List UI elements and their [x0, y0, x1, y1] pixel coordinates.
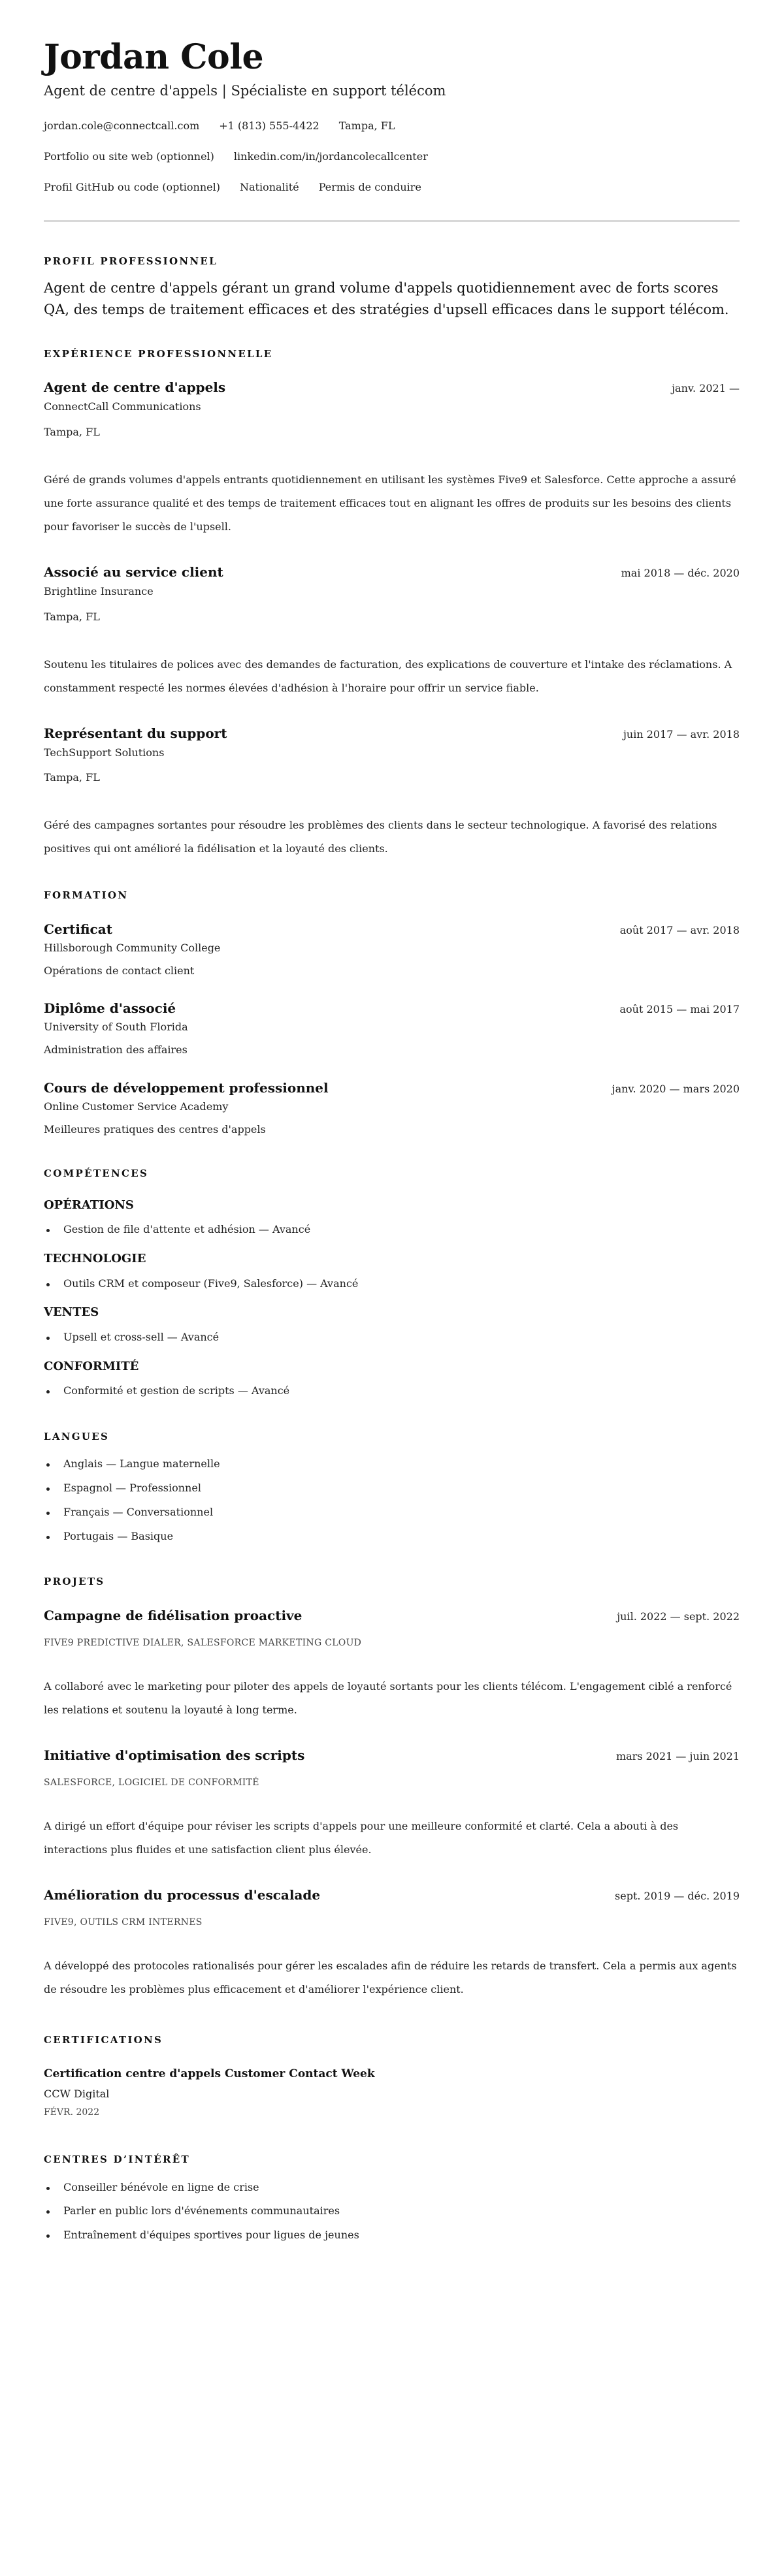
- project-tech: SALESFORCE, LOGICIEL DE CONFORMITÉ: [44, 1777, 259, 1789]
- job-title: Représentant du support: [44, 725, 227, 741]
- section-experience: [44, 348, 740, 861]
- skill-group-title: OPÉRATIONS: [44, 1198, 134, 1212]
- study-field: Opérations de contact client: [44, 964, 195, 977]
- job-location: Tampa, FL: [44, 426, 100, 439]
- skill-item: Gestion de file d'attente et adhésion — Avancé: [44, 1223, 740, 1237]
- project-title: Amélioration du processus d'escalade: [44, 1887, 321, 1903]
- section-languages: [44, 1431, 740, 1544]
- project-tech: FIVE9 PREDICTIVE DIALER, SALESFORCE MARKETING CLOUD: [44, 1637, 362, 1648]
- contact-linkedin[interactable]: linkedin.com/in/jordancolecallcenter: [233, 150, 428, 163]
- skill-group: [44, 1198, 740, 1237]
- education-entry: [44, 921, 740, 978]
- candidate-name: Jordan Cole: [44, 37, 264, 77]
- skill-group-title: CONFORMITÉ: [44, 1359, 139, 1373]
- project-title: Campagne de fidélisation proactive: [44, 1607, 302, 1623]
- certification-issuer: CCW Digital: [44, 2088, 110, 2101]
- skill-item: Outils CRM et composeur (Five9, Salesforce) — Avancé: [44, 1277, 740, 1291]
- job-location: Tampa, FL: [44, 610, 100, 623]
- section-skills: [44, 1168, 740, 1397]
- job-title: Agent de centre d'appels: [44, 379, 226, 396]
- experience-entry: [44, 564, 740, 700]
- education-date: août 2015 — mai 2017: [619, 1003, 740, 1016]
- education-date: janv. 2020 — mars 2020: [612, 1082, 740, 1095]
- section-title-languages: LANGUES: [44, 1430, 110, 1442]
- contact-row-primary: [44, 119, 740, 133]
- project-title: Initiative d'optimisation des scripts: [44, 1747, 305, 1764]
- school-name: Hillsborough Community College: [44, 941, 221, 954]
- section-title-projects: PROJETS: [44, 1576, 105, 1588]
- project-date: sept. 2019 — déc. 2019: [615, 1890, 740, 1903]
- experience-entry: [44, 725, 740, 861]
- project-date: juil. 2022 — sept. 2022: [617, 1610, 740, 1623]
- section-title-interests: CENTRES D’INTÉRÊT: [44, 2154, 190, 2166]
- section-profile: [44, 255, 740, 320]
- skill-group-title: TECHNOLOGIE: [44, 1252, 146, 1266]
- job-description: Géré de grands volumes d'appels entrants quotidiennement en utilisant les systèmes Five9 et Salesforce. Cette approche a assuré une forte assurance qualité et des temps de traitement efficaces tout en alignant les offres de produits sur les besoins des clients pour favoriser le succès de l'upsell.: [44, 473, 736, 533]
- degree-title: Diplôme d'associé: [44, 1000, 176, 1017]
- section-education: [44, 889, 740, 1136]
- section-title-experience: EXPÉRIENCE PROFESSIONNELLE: [44, 347, 273, 360]
- experience-entry: [44, 379, 740, 539]
- project-entry: [44, 1747, 740, 1862]
- contact-phone[interactable]: +1 (813) 555-4422: [219, 119, 319, 133]
- education-date: août 2017 — avr. 2018: [619, 923, 740, 936]
- language-item: Portugais — Basique: [44, 1530, 740, 1544]
- contact-github[interactable]: Profil GitHub ou code (optionnel): [44, 180, 220, 193]
- contact-row-links: [44, 150, 740, 164]
- section-title-education: FORMATION: [44, 889, 129, 902]
- certification-entry: [44, 2067, 740, 2118]
- job-description: Soutenu les titulaires de polices avec des demandes de facturation, des explications de couverture et l'intake des réclamations. A constamment respecté les normes élevées d'adhésion à l'horaire pour offrir un service fiable.: [44, 658, 732, 694]
- header-divider: [44, 220, 740, 222]
- education-entry: [44, 1079, 740, 1137]
- skill-group: [44, 1251, 740, 1290]
- skill-group: [44, 1305, 740, 1344]
- job-company: TechSupport Solutions: [44, 746, 165, 759]
- language-item: Espagnol — Professionnel: [44, 1482, 740, 1495]
- contact-drivers-license: Permis de conduire: [318, 180, 421, 193]
- skill-group-title: VENTES: [44, 1305, 99, 1320]
- project-description: A collaboré avec le marketing pour piloter des appels de loyauté sortants pour les clients télécom. L'engagement ciblé a renforcé les relations et soutenu la loyauté à long terme.: [44, 1680, 732, 1717]
- job-date: mai 2018 — déc. 2020: [621, 567, 740, 580]
- resume-header: [44, 38, 740, 194]
- degree-title: Cours de développement professionnel: [44, 1079, 329, 1096]
- job-title: Associé au service client: [44, 564, 223, 580]
- interest-item: Entraînement d'équipes sportives pour ligues de jeunes: [44, 2229, 740, 2242]
- profile-summary: Agent de centre d'appels gérant un grand volume d'appels quotidiennement avec de forts scores QA, des temps de traitement efficaces et des stratégies d'upsell efficaces dans le support télécom.: [44, 279, 729, 317]
- project-entry: [44, 1886, 740, 2001]
- section-interests: [44, 2154, 740, 2242]
- section-title-certifications: CERTIFICATIONS: [44, 2034, 163, 2046]
- section-title-skills: COMPÉTENCES: [44, 1168, 149, 1180]
- section-certifications: [44, 2034, 740, 2118]
- job-description: Géré des campagnes sortantes pour résoudre les problèmes des clients dans le secteur technologique. A favorisé des relations positives qui ont amélioré la fidélisation et la loyauté des clients.: [44, 819, 717, 855]
- study-field: Meilleures pratiques des centres d'appels: [44, 1122, 266, 1136]
- job-company: ConnectCall Communications: [44, 400, 201, 413]
- section-title-profile: PROFIL PROFESSIONNEL: [44, 255, 218, 268]
- skill-item: Upsell et cross-sell — Avancé: [44, 1331, 740, 1344]
- certification-title: Certification centre d'appels Customer Contact Week: [44, 2067, 375, 2080]
- contact-email[interactable]: jordan.cole@connectcall.com: [44, 119, 200, 133]
- school-name: University of South Florida: [44, 1021, 188, 1034]
- contact-portfolio[interactable]: Portfolio ou site web (optionnel): [44, 150, 214, 163]
- project-date: mars 2021 — juin 2021: [615, 1750, 740, 1763]
- degree-title: Certificat: [44, 921, 112, 937]
- interest-item: Conseiller bénévole en ligne de crise: [44, 2181, 740, 2195]
- project-description: A développé des protocoles rationalisés pour gérer les escalades afin de réduire les retards de transfert. Cela a permis aux agents de résoudre les problèmes plus efficacement et d'améliorer l'expérience client.: [44, 1960, 737, 1996]
- job-company: Brightline Insurance: [44, 585, 154, 598]
- skill-item: Conformité et gestion de scripts — Avancé: [44, 1384, 740, 1398]
- school-name: Online Customer Service Academy: [44, 1100, 229, 1113]
- job-location: Tampa, FL: [44, 771, 100, 784]
- skill-group: [44, 1359, 740, 1398]
- certification-date: FÉVR. 2022: [44, 2107, 100, 2118]
- contact-location: Tampa, FL: [338, 119, 395, 133]
- job-date: janv. 2021 —: [672, 382, 740, 395]
- education-entry: [44, 1000, 740, 1057]
- project-tech: FIVE9, OUTILS CRM INTERNES: [44, 1917, 203, 1928]
- contact-nationality: Nationalité: [239, 180, 299, 193]
- candidate-headline: Agent de centre d'appels | Spécialiste en support télécom: [44, 82, 446, 99]
- interest-item: Parler en public lors d'événements communautaires: [44, 2204, 740, 2218]
- language-item: Français — Conversationnel: [44, 1506, 740, 1519]
- project-description: A dirigé un effort d'équipe pour réviser les scripts d'appels pour une meilleure conformité et clarté. Cela a abouti à des interactions plus fluides et une satisfaction client plus élevée.: [44, 1820, 679, 1856]
- job-date: juin 2017 — avr. 2018: [623, 727, 740, 740]
- project-entry: [44, 1607, 740, 1722]
- contact-row-extra: [44, 181, 740, 195]
- section-projects: [44, 1576, 740, 2001]
- study-field: Administration des affaires: [44, 1043, 188, 1057]
- language-item: Anglais — Langue maternelle: [44, 1457, 740, 1471]
